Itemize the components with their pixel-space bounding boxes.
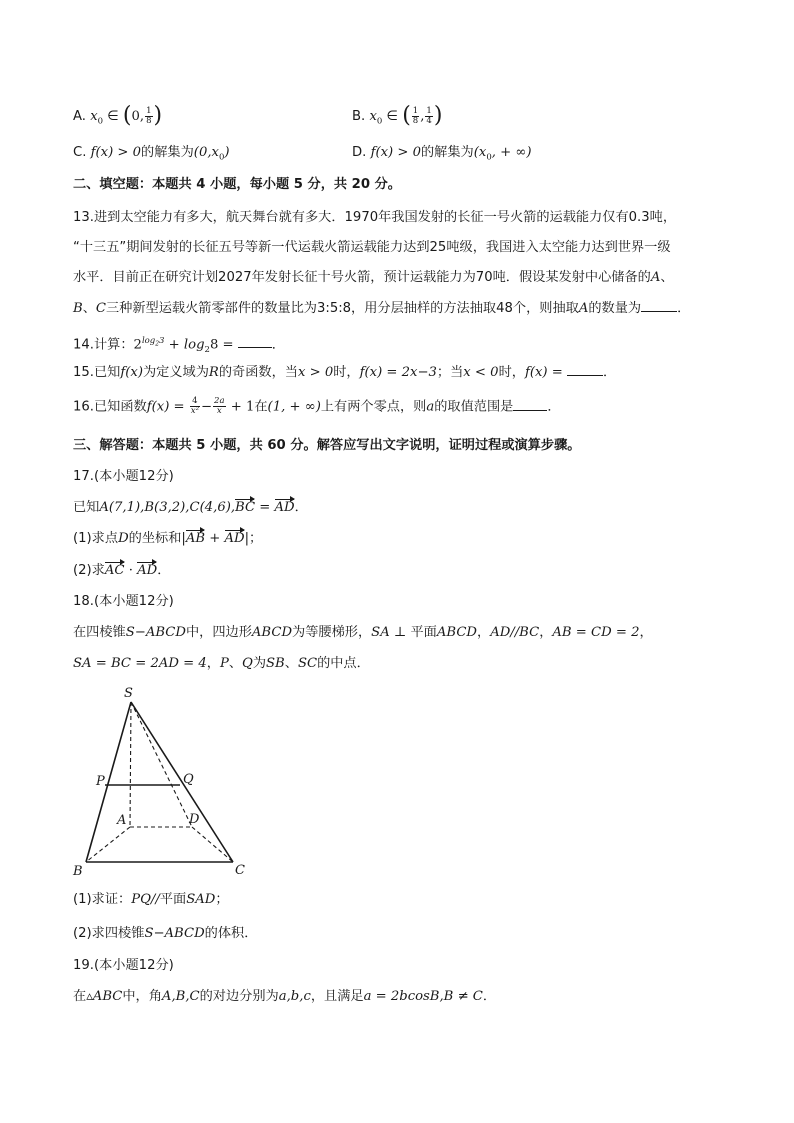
q13-line3: 水平．目前正在研究计划2027年发射长征十号火箭，预计运载能力为70吨．假设某发射中心储备的A、 [73,270,674,285]
label-q: Q [183,772,194,787]
edge-ab [86,827,130,862]
edge-sa [130,702,131,827]
q13-line2: “十三五”期间发射的长征五号等新一代运载火箭运载能力达到25吨级，我国进入太空能力达到世界一级 [73,240,671,255]
label-p: P [96,774,105,789]
fraction: $\frac{1}{8}$ [412,105,419,126]
pyramid-figure [70,682,260,882]
q13-line4: B、C三种新型运载火箭零部件的数量比为3:5:8，用分层抽样的方法抽取48个，则抽取A的数量为 ． [73,301,691,316]
q18-part1: (1)求证：PQ//平面SAD； [73,892,229,907]
option-a: A. $x_0$ ∈ (0, $\frac{1}{8}$ ) [73,103,163,128]
vector: AB [186,529,205,549]
vector: AD [275,498,295,518]
q17-heading: 17.(本小题12分) [73,469,174,484]
q19-line1: 在▵ABC中，角A,B,C的对边分别为a,b,c，且满足a = 2bcosB,B ≠ C． [73,989,497,1004]
q19-heading: 19.(本小题12分) [73,958,174,973]
answer-blank[interactable] [238,335,272,348]
edge-sb [86,702,131,862]
option-d: D. f(x) > 0的解集为($x_0$, + ∞) [352,145,532,163]
label-s: S [124,686,133,701]
q18-line1: 在四棱锥S−ABCD中，四边形ABCD为等腰梯形，SA ⊥ 平面ABCD，AD//BC，AB = CD = 2， [73,625,653,640]
section-heading-fill-in: 二、填空题：本题共 4 小题，每小题 5 分，共 20 分。 [73,177,401,192]
fraction: $\frac{2a}{x}$ [214,396,225,416]
vector: AD [137,561,157,581]
answer-blank[interactable] [567,363,603,376]
option-c: C. f(x) > 0的解集为$(0,x_0)$ [73,145,230,163]
section-heading-answer: 三、解答题：本题共 5 小题，共 60 分。解答应写出文字说明，证明过程或演算步骤。 [73,438,581,453]
q17-part1: (1)求点D的坐标和|AB + AD|； [73,529,262,549]
q17-given: 已知A(7,1),B(3,2),C(4,6),BC = AD． [73,498,308,518]
label-a: A [117,813,127,828]
fraction: $\frac{1}{8}$ [146,105,152,126]
q18-part2: (2)求四棱锥S−ABCD的体积． [73,926,258,941]
fraction: $\frac{4}{\text{x²}}$ [190,396,199,416]
vector: AD [225,529,245,549]
label-d: D [189,812,200,827]
fraction: $\frac{1}{4}$ [426,105,432,126]
q17-part2: (2)求AC · AD． [73,561,170,581]
q18-line2: SA = BC = 2AD = 4，P、Q为SB、SC的中点． [73,656,370,671]
q13-line1: 13.进到太空能力有多大，航天舞台就有多大．1970年我国发射的长征一号火箭的运载能力仅有0.3吨， [73,210,677,225]
edge-dc [192,827,233,862]
vector: AC [105,561,125,581]
q16: 16.已知函数f(x) = $\frac{4}{\text{x²}}$ − $\frac{2a}{x}$ + 1在(1, + ∞)上有两个零点，则a的取值范围是 ． [73,396,561,416]
q14: 14.计算：$2^{log_23} + \log_28$ = ． [73,336,285,356]
answer-blank[interactable] [513,398,547,411]
edge-sc [131,702,233,862]
q15: 15.已知f(x)为定义域为R的奇函数，当x > 0时，f(x) = 2x−3；当x < 0时，f(x) = ． [73,365,617,380]
vector: BC [235,498,255,518]
label-b: B [73,864,83,879]
q18-heading: 18.(本小题12分) [73,594,174,609]
label-c: C [235,863,245,878]
answer-blank[interactable] [641,299,677,312]
edge-sd [131,702,192,827]
option-b: B. $x_0$ ∈ ( $\frac{1}{8}$ , $\frac{1}{4}$ ) [352,103,443,128]
